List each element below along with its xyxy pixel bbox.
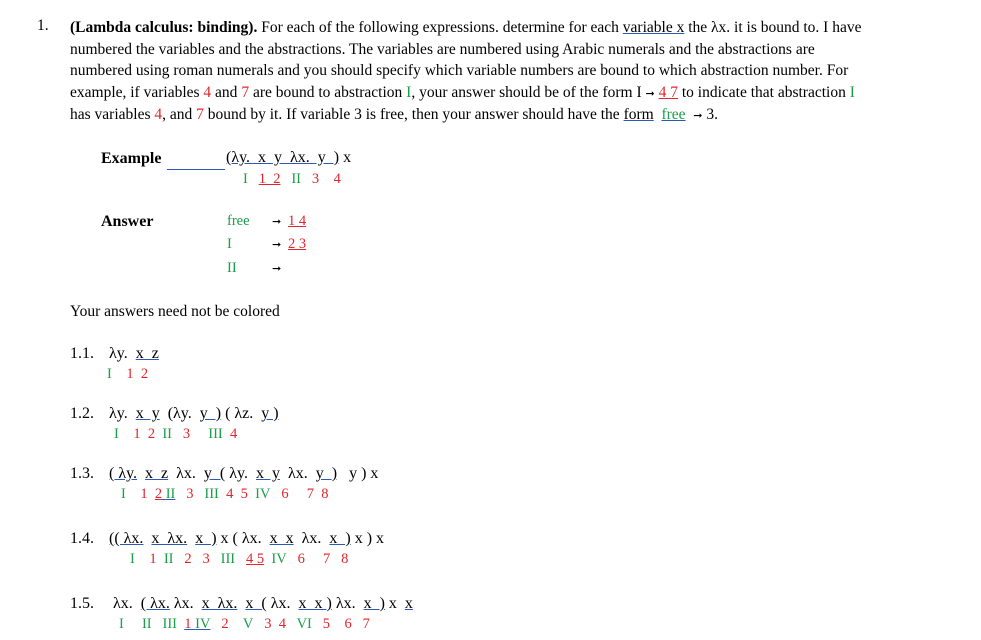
paragraph-line-4: example, if variables 4 and 7 are bound to abstraction I, your answer should be of the form I ➞ 4 7 to indicate that abstraction I xyxy=(70,83,855,101)
item-1-4-id: 1.4. xyxy=(70,530,94,547)
answer-row-I: I xyxy=(227,236,232,252)
example-underline xyxy=(167,169,225,170)
question-title: (Lambda calculus: binding). xyxy=(70,19,258,36)
paragraph-line-3: numbered using roman numerals and you should specify which variable numbers are bound to which abstraction number. For xyxy=(70,62,849,79)
answer-label: Answer xyxy=(101,213,154,230)
item-1-5-numbers: I II III 1 IV 2 V 3 4 VI 5 6 7 xyxy=(119,616,370,632)
variable-x-phrase: variable x xyxy=(622,19,685,36)
item-1-5-id: 1.5. xyxy=(70,595,94,612)
right-arrow-icon: ➞ xyxy=(272,262,282,275)
right-arrow-icon: ➞ xyxy=(272,238,282,251)
note-text: Your answers need not be colored xyxy=(70,303,280,320)
item-1-3-numbers: I 1 2 II 3 III 4 5 IV 6 7 8 xyxy=(121,486,329,502)
answer-row-II: II xyxy=(227,260,237,276)
example-expression: (λy. x y λx. y ) x xyxy=(226,149,352,166)
item-1-4-numbers: I 1 II 2 3 III 4 5 IV 6 7 8 xyxy=(130,551,349,567)
item-1-2-expression: λy. x y (λy. y ) ( λz. y ) xyxy=(109,405,279,422)
item-1-1-id: 1.1. xyxy=(70,345,94,362)
right-arrow-icon: ➞ xyxy=(645,86,655,100)
right-arrow-icon: ➞ xyxy=(272,215,282,228)
paragraph-line-2: numbered the variables and the abstractions. The variables are numbered using Arabic numerals and the abstractions are xyxy=(70,40,815,58)
item-1-1-numbers: I 1 2 xyxy=(107,366,149,382)
right-arrow-icon: ➞ xyxy=(693,109,703,122)
answer-row-free-vars: 1 4 xyxy=(288,213,307,229)
paragraph-line-5: has variables 4, and 7 bound by it. If variable 3 is free, then your answer should have the form free ➞ 3. xyxy=(70,106,719,123)
question-number: 1. xyxy=(37,17,49,34)
item-1-1-expression: λy. x z xyxy=(109,345,159,362)
question-paragraph xyxy=(70,17,970,127)
paragraph-line-1: (Lambda calculus: binding). For each of the following expressions. determine for each variable x the λx. it is bound to. I have xyxy=(70,19,862,36)
item-1-5-expression: λx. ( λx. λx. x λx. x ( λx. x x ) λx. x ) x x xyxy=(113,595,413,612)
example-numbers: I 1 2 II 3 4 xyxy=(243,171,341,187)
item-1-3-id: 1.3. xyxy=(70,465,94,482)
item-1-2-numbers: I 1 2 II 3 III 4 xyxy=(114,426,238,442)
answer-row-free: free xyxy=(227,213,250,229)
answer-row-I-vars: 2 3 xyxy=(288,236,307,252)
item-1-3-expression: ( λy. x z λx. y ( λy. x y λx. y ) y ) x xyxy=(109,465,379,482)
item-1-2-id: 1.2. xyxy=(70,405,94,422)
item-1-4-expression: (( λx. x λx. x ) x ( λx. x x λx. x ) x ) x xyxy=(109,530,385,547)
example-label: Example xyxy=(101,150,162,167)
